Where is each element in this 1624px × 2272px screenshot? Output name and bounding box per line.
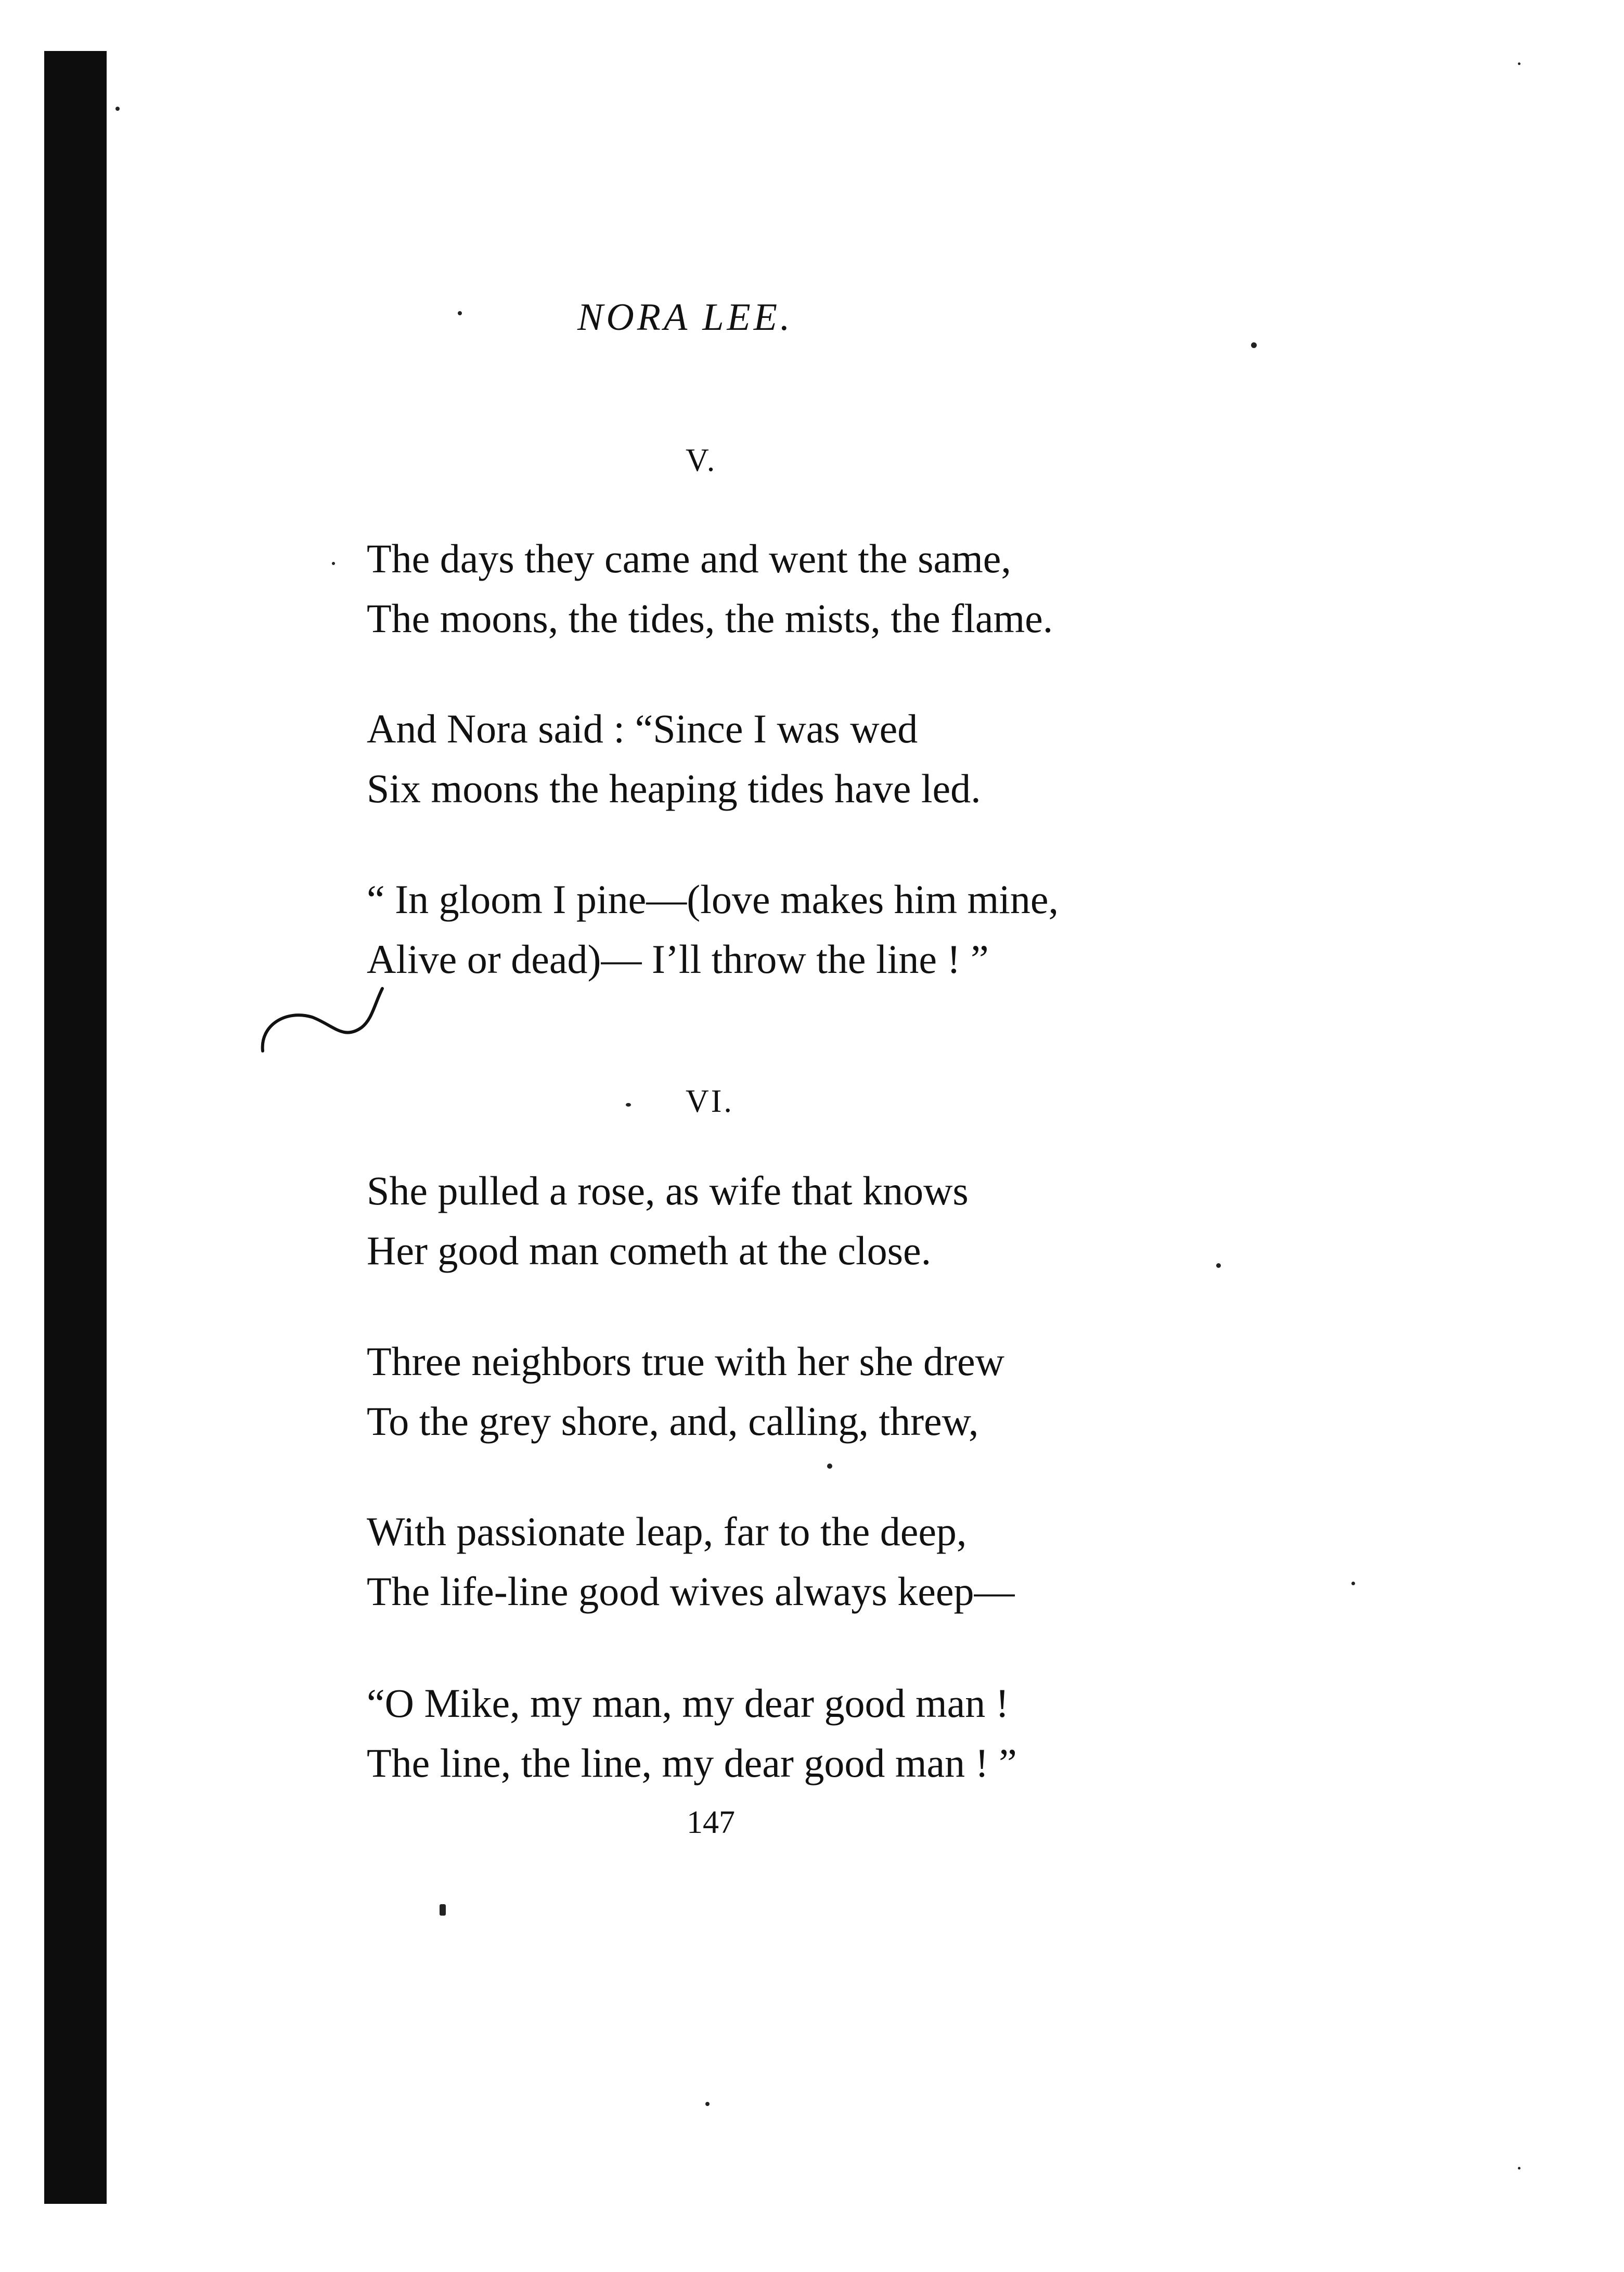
- verse-line: “O Mike, my man, my dear good man !: [367, 1680, 1009, 1726]
- ink-speck: [1351, 1582, 1355, 1585]
- poem-title: NORA LEE.: [577, 296, 793, 339]
- verse-line: The line, the line, my dear good man ! ”: [367, 1740, 1017, 1786]
- ink-speck: [827, 1464, 832, 1469]
- verse-line: The days they came and went the same,: [367, 536, 1011, 581]
- handwritten-mark: [255, 978, 406, 1072]
- verse-line: Her good man cometh at the close.: [367, 1228, 932, 1273]
- page-number: 147: [687, 1805, 735, 1840]
- ink-speck: [1518, 62, 1520, 65]
- verse-line: The life-line good wives always keep—: [367, 1569, 1015, 1614]
- verse-line: Six moons the heaping tides have led.: [367, 766, 981, 811]
- verse-line: “ In gloom I pine—(love makes him mine,: [367, 877, 1059, 922]
- ink-speck: [115, 107, 120, 111]
- verse-line: The moons, the tides, the mists, the flame.: [367, 596, 1053, 641]
- ink-speck: [626, 1103, 631, 1107]
- ink-speck: [440, 1904, 446, 1916]
- section-numeral-v: V.: [686, 443, 717, 478]
- verse-line: Alive or dead)— I’ll throw the line ! ”: [367, 936, 989, 982]
- ink-speck: [1251, 342, 1257, 348]
- verse-line: She pulled a rose, as wife that knows: [367, 1168, 969, 1213]
- ink-speck: [458, 311, 462, 315]
- verse-line: And Nora said : “Since I was wed: [367, 706, 918, 751]
- binding-shadow: [44, 51, 107, 2204]
- ink-speck: [1216, 1263, 1221, 1268]
- ink-speck: [705, 2102, 710, 2106]
- verse-line: To the grey shore, and, calling, threw,: [367, 1398, 979, 1444]
- ink-speck: [332, 562, 335, 565]
- ink-speck: [1518, 2167, 1520, 2170]
- section-numeral-vi: VI.: [686, 1084, 734, 1119]
- verse-line: With passionate leap, far to the deep,: [367, 1509, 967, 1554]
- verse-line: Three neighbors true with her she drew: [367, 1339, 1004, 1384]
